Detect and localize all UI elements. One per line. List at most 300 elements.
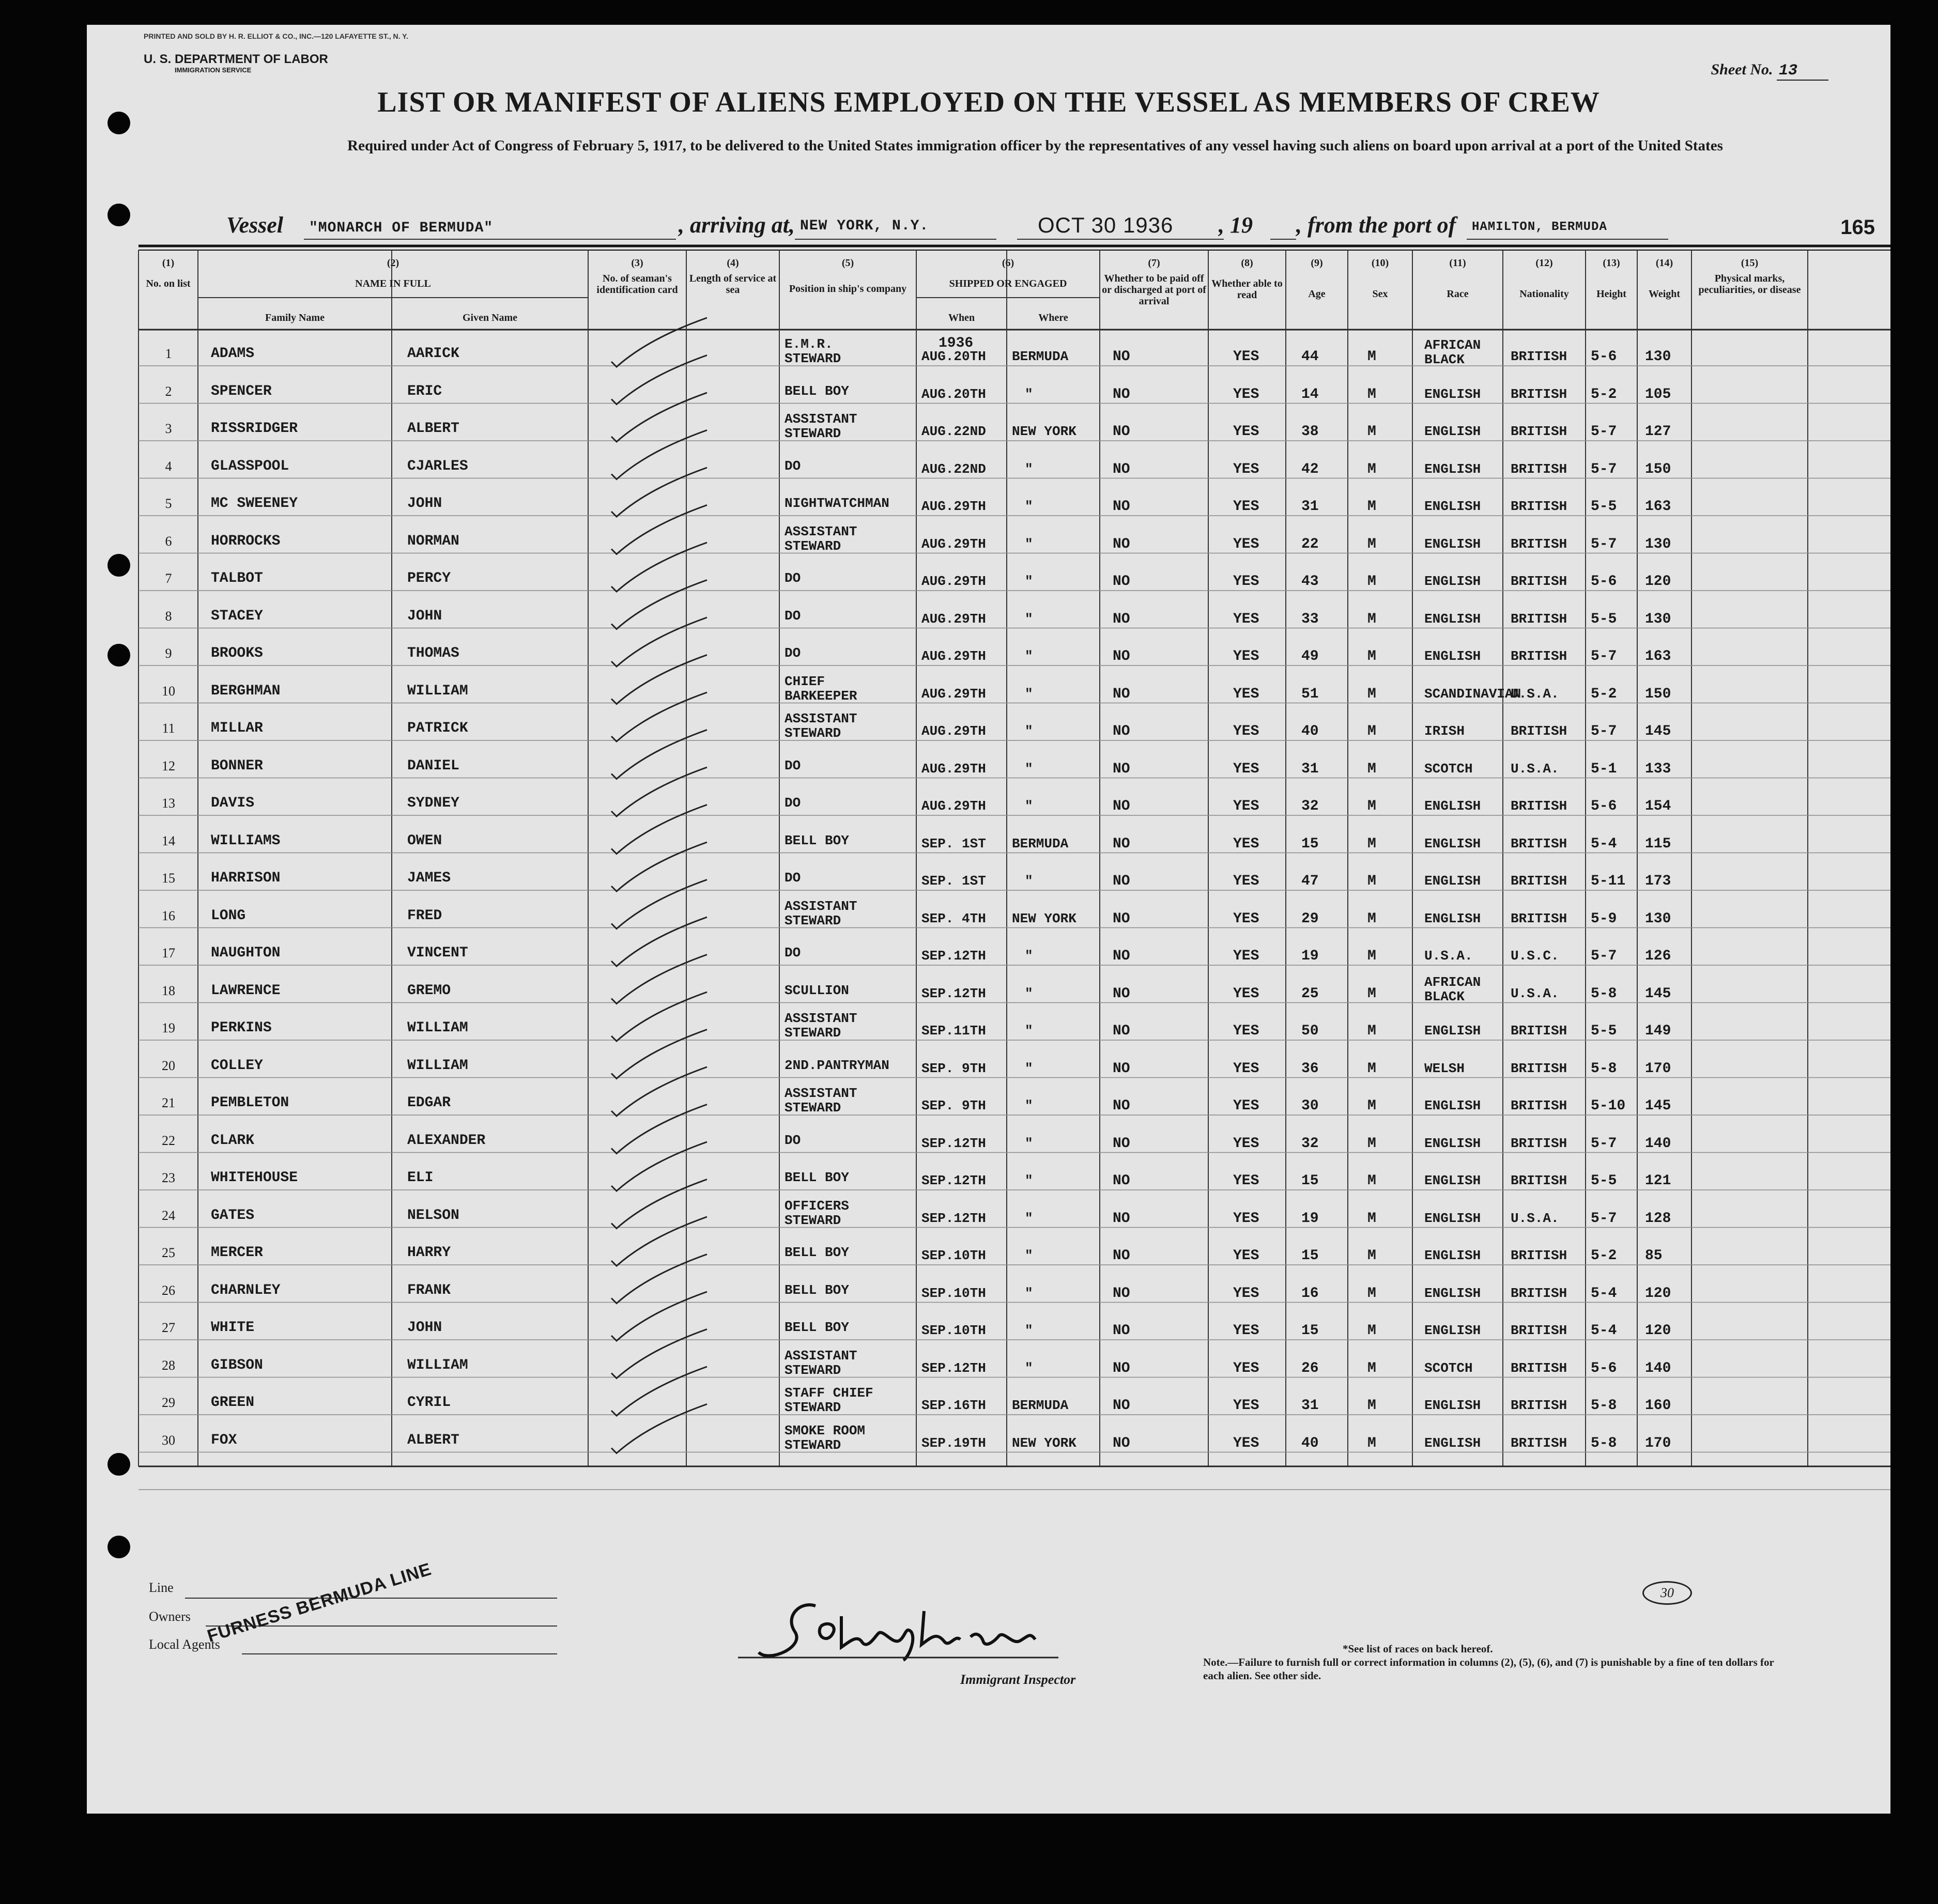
position: STEWARD — [785, 426, 841, 441]
shipped-when: SEP.12TH — [921, 1360, 986, 1376]
shipped-year: 1936 — [939, 335, 974, 351]
column-header: (4) — [727, 257, 739, 269]
position: STEWARD — [785, 1400, 841, 1415]
weight: 163 — [1645, 648, 1671, 664]
manifest-sheet — [87, 25, 1890, 1814]
column-header: Physical marks, peculiarities, or disease — [1698, 273, 1801, 296]
column-header: (1) — [162, 257, 175, 269]
height: 5-6 — [1591, 798, 1617, 814]
shipped-when: AUG.22ND — [921, 424, 986, 439]
sex: M — [1367, 499, 1376, 515]
weight: 120 — [1645, 1285, 1671, 1302]
paid-off: NO — [1113, 948, 1130, 964]
paid-off: NO — [1113, 1098, 1130, 1114]
race: ENGLISH — [1424, 386, 1481, 402]
position-line-1: ASSISTANT — [785, 523, 857, 539]
row-number: 23 — [162, 1170, 175, 1185]
given-name: ELI — [407, 1170, 434, 1186]
column-header: (12) — [1535, 257, 1553, 269]
race: ENGLISH — [1424, 574, 1481, 589]
paid-off: NO — [1113, 873, 1130, 889]
weight: 154 — [1645, 798, 1671, 814]
nationality: U.S.A. — [1511, 985, 1559, 1001]
nationality: U.S.A. — [1511, 1210, 1559, 1226]
family-name: MERCER — [211, 1245, 263, 1261]
height: 5-7 — [1591, 648, 1617, 664]
punch-hole — [107, 1536, 130, 1558]
shipped-where: " — [1025, 1023, 1033, 1039]
shipped-where: BERMUDA — [1012, 835, 1069, 852]
age: 32 — [1301, 1135, 1319, 1152]
sex: M — [1367, 1285, 1376, 1302]
race: ENGLISH — [1424, 1398, 1481, 1413]
weight: 115 — [1645, 835, 1671, 852]
sex: M — [1367, 948, 1376, 964]
age: 31 — [1301, 1398, 1319, 1414]
height: 5-7 — [1591, 723, 1617, 739]
height: 5-4 — [1591, 835, 1617, 852]
position: DO — [785, 757, 801, 773]
paid-off: NO — [1113, 1023, 1130, 1039]
age: 38 — [1301, 424, 1319, 440]
age: 40 — [1301, 1435, 1319, 1451]
sex: M — [1367, 835, 1376, 852]
position: STEWARD — [785, 1437, 841, 1453]
line-label: Line — [149, 1580, 174, 1595]
column-header: (5) — [841, 257, 854, 269]
weight: 130 — [1645, 910, 1671, 927]
nationality: BRITISH — [1511, 1435, 1567, 1451]
row-number: 11 — [162, 721, 175, 736]
family-name: CLARK — [211, 1132, 255, 1149]
nationality: BRITISH — [1511, 873, 1567, 889]
race: SCOTCH — [1424, 761, 1473, 777]
check-mark — [611, 1030, 707, 1079]
able-to-read: YES — [1233, 1435, 1259, 1451]
paid-off: NO — [1113, 1248, 1130, 1264]
sex: M — [1367, 1435, 1376, 1451]
sex: M — [1367, 461, 1376, 477]
height: 5-11 — [1591, 873, 1626, 889]
given-name: SYDNEY — [407, 795, 459, 811]
nationality: U.S.A. — [1511, 686, 1559, 702]
shipped-when: AUG.29TH — [921, 648, 986, 664]
height: 5-7 — [1591, 461, 1617, 477]
shipped-where: " — [1025, 1098, 1033, 1113]
column-header: (9) — [1311, 257, 1323, 269]
position: DO — [785, 1132, 801, 1148]
alien-count: 30 — [1642, 1581, 1692, 1605]
weight: 130 — [1645, 536, 1671, 552]
weight: 105 — [1645, 386, 1671, 403]
column-header: Position in ship's company — [789, 283, 907, 295]
shipped-where: " — [1025, 985, 1033, 1001]
row-number: 17 — [162, 946, 175, 961]
row-number: 28 — [162, 1357, 175, 1373]
race: ENGLISH — [1424, 873, 1481, 889]
shipped-where: " — [1025, 648, 1033, 664]
weight: 85 — [1645, 1248, 1663, 1264]
family-name: BERGHMAN — [211, 683, 281, 699]
page-number: 165 — [1840, 216, 1875, 239]
check-mark — [611, 955, 707, 1004]
paid-off: NO — [1113, 648, 1130, 664]
row-number: 10 — [162, 683, 175, 699]
family-name: COLLEY — [211, 1057, 263, 1074]
able-to-read: YES — [1233, 574, 1259, 590]
height: 5-4 — [1591, 1285, 1617, 1302]
able-to-read: YES — [1233, 424, 1259, 440]
column-header: Height — [1596, 288, 1626, 300]
family-name: CHARNLEY — [211, 1282, 281, 1298]
column-header: SHIPPED OR ENGAGED — [949, 278, 1067, 289]
race: ENGLISH — [1424, 1323, 1481, 1338]
vessel-line — [87, 212, 1890, 243]
owners-label: Owners — [149, 1609, 191, 1624]
race: ENGLISH — [1424, 1135, 1481, 1151]
nationality: BRITISH — [1511, 611, 1567, 627]
column-header: (13) — [1603, 257, 1620, 269]
check-mark — [611, 880, 707, 929]
able-to-read: YES — [1233, 761, 1259, 777]
weight: 170 — [1645, 1060, 1671, 1077]
shipped-when: AUG.22ND — [921, 461, 986, 477]
family-name: HARRISON — [211, 870, 281, 886]
check-mark — [611, 1217, 707, 1266]
age: 16 — [1301, 1285, 1319, 1302]
row-number: 16 — [162, 908, 175, 923]
family-name: NAUGHTON — [211, 945, 281, 961]
sex: M — [1367, 723, 1376, 739]
given-name: JOHN — [407, 496, 442, 512]
given-name: EDGAR — [407, 1095, 451, 1111]
family-name: SPENCER — [211, 383, 272, 399]
shipped-when: SEP.12TH — [921, 985, 986, 1001]
position: STEWARD — [785, 912, 841, 928]
paid-off: NO — [1113, 611, 1130, 627]
column-header: Whether able to read — [1211, 278, 1283, 301]
column-header: (15) — [1741, 257, 1759, 269]
height: 5-7 — [1591, 424, 1617, 440]
weight: 120 — [1645, 1323, 1671, 1339]
shipped-when: SEP.12TH — [921, 1135, 986, 1151]
column-header: No. on list — [146, 278, 191, 289]
age: 31 — [1301, 499, 1319, 515]
age: 51 — [1301, 686, 1319, 702]
shipped-when: SEP.12TH — [921, 948, 986, 964]
age: 29 — [1301, 910, 1319, 927]
age: 14 — [1301, 386, 1319, 403]
row-number: 12 — [162, 758, 175, 773]
printer-imprint: PRINTED AND SOLD BY H. R. ELLIOT & CO., INC.—120 LAFAYETTE ST., N. Y. — [144, 32, 408, 40]
shipped-when: SEP. 4TH — [921, 910, 986, 926]
shipping-line-stamp: FURNESS BERMUDA LINE — [205, 1559, 434, 1647]
column-header: (10) — [1371, 257, 1389, 269]
check-mark — [611, 655, 707, 704]
weight: 126 — [1645, 948, 1671, 964]
nationality: BRITISH — [1511, 798, 1567, 814]
given-name: WILLIAM — [407, 683, 468, 699]
row-number: 20 — [162, 1058, 175, 1073]
race: WELSH — [1424, 1060, 1465, 1076]
position-line-1: ASSISTANT — [785, 1011, 857, 1026]
sex: M — [1367, 648, 1376, 664]
check-mark — [611, 730, 707, 779]
weight: 128 — [1645, 1210, 1671, 1227]
shipped-when: SEP.10TH — [921, 1323, 986, 1338]
inspector-label: Immigrant Inspector — [960, 1672, 1076, 1687]
arriving-port: NEW YORK, N.Y. — [800, 218, 929, 234]
punch-hole — [107, 554, 130, 577]
position: BARKEEPER — [785, 688, 857, 704]
sex: M — [1367, 686, 1376, 702]
check-mark — [611, 992, 707, 1041]
able-to-read: YES — [1233, 386, 1259, 403]
paid-off: NO — [1113, 386, 1130, 403]
shipped-where: " — [1025, 574, 1033, 589]
weight: 145 — [1645, 723, 1671, 739]
shipped-when: SEP.19TH — [921, 1435, 986, 1451]
given-name: THOMAS — [407, 645, 459, 661]
weight: 170 — [1645, 1435, 1671, 1451]
nationality: BRITISH — [1511, 910, 1567, 926]
position-line-1: ASSISTANT — [785, 411, 857, 427]
shipped-when: AUG.29TH — [921, 536, 986, 552]
family-name: LAWRENCE — [211, 982, 281, 999]
position: STEWARD — [785, 1362, 841, 1378]
shipped-when: SEP.10TH — [921, 1248, 986, 1263]
position: BELL BOY — [785, 1282, 849, 1298]
shipped-when: SEP. 1ST — [921, 873, 986, 889]
age: 50 — [1301, 1023, 1319, 1039]
column-header: NAME IN FULL — [355, 278, 431, 289]
manifest-title: LIST OR MANIFEST OF ALIENS EMPLOYED ON THE VESSEL AS MEMBERS OF CREW — [377, 86, 1600, 118]
vessel-name: "MONARCH OF BERMUDA" — [309, 220, 494, 236]
race: ENGLISH — [1424, 611, 1481, 627]
from-port-label: , from the port of — [1296, 212, 1456, 238]
given-name: JOHN — [407, 608, 442, 624]
sex: M — [1367, 1210, 1376, 1227]
family-name: RISSRIDGER — [211, 421, 298, 437]
position: STEWARD — [785, 1025, 841, 1041]
row-number: 1 — [165, 346, 172, 361]
given-name: NELSON — [407, 1207, 459, 1224]
race: ENGLISH — [1424, 910, 1481, 926]
height: 5-6 — [1591, 1360, 1617, 1376]
nationality: BRITISH — [1511, 461, 1567, 477]
column-header: Age — [1308, 288, 1326, 300]
shipped-where: " — [1025, 1285, 1033, 1301]
paid-off: NO — [1113, 723, 1130, 739]
position: BELL BOY — [785, 383, 849, 399]
paid-off: NO — [1113, 798, 1130, 814]
check-mark — [611, 430, 707, 479]
race: ENGLISH — [1424, 461, 1481, 477]
weight: 140 — [1645, 1135, 1671, 1152]
position-line-1: E.M.R. — [785, 336, 833, 352]
given-name: CYRIL — [407, 1395, 451, 1411]
age: 44 — [1301, 349, 1319, 365]
able-to-read: YES — [1233, 1098, 1259, 1114]
paid-off: NO — [1113, 1398, 1130, 1414]
nationality: U.S.A. — [1511, 761, 1559, 777]
arriving-label: , arriving at, — [679, 212, 795, 238]
column-header: No. of seaman's identification card — [596, 273, 678, 296]
position-line-1: ASSISTANT — [785, 1086, 857, 1101]
nationality: BRITISH — [1511, 499, 1567, 514]
given-name: PATRICK — [407, 720, 468, 736]
race: ENGLISH — [1424, 499, 1481, 514]
race: ENGLISH — [1424, 798, 1481, 814]
column-header: (11) — [1449, 257, 1466, 269]
position: 2ND.PANTRYMAN — [785, 1057, 889, 1073]
sheet-number — [1711, 61, 1828, 80]
height: 5-2 — [1591, 686, 1617, 702]
given-name: HARRY — [407, 1245, 451, 1261]
check-mark — [611, 468, 707, 517]
nationality: BRITISH — [1511, 723, 1567, 739]
from-port: HAMILTON, BERMUDA — [1472, 220, 1607, 234]
age: 40 — [1301, 723, 1319, 739]
shipped-where: " — [1025, 686, 1033, 702]
shipped-when: SEP.10TH — [921, 1285, 986, 1301]
race: ENGLISH — [1424, 1098, 1481, 1113]
sex: M — [1367, 349, 1376, 365]
shipped-where: NEW YORK — [1012, 910, 1076, 926]
nationality: BRITISH — [1511, 1398, 1567, 1413]
nationality: BRITISH — [1511, 1173, 1567, 1188]
nationality: BRITISH — [1511, 536, 1567, 552]
nationality: BRITISH — [1511, 1323, 1567, 1338]
height: 5-5 — [1591, 499, 1617, 515]
punch-hole — [107, 1453, 130, 1476]
able-to-read: YES — [1233, 1023, 1259, 1039]
row-number: 24 — [162, 1208, 175, 1223]
shipped-when: SEP. 1ST — [921, 835, 986, 852]
family-name: GIBSON — [211, 1357, 263, 1373]
shipped-when: AUG.29TH — [921, 686, 986, 702]
height: 5-10 — [1591, 1098, 1626, 1114]
row-number: 26 — [162, 1282, 175, 1298]
nationality: BRITISH — [1511, 1360, 1567, 1376]
sex: M — [1367, 386, 1376, 403]
check-mark — [611, 842, 707, 891]
sex: M — [1367, 1360, 1376, 1376]
shipped-where: " — [1025, 1248, 1033, 1263]
punch-hole — [107, 644, 130, 667]
paid-off: NO — [1113, 1323, 1130, 1339]
age: 49 — [1301, 648, 1319, 664]
position-line-1: STAFF CHIEF — [785, 1385, 873, 1401]
able-to-read: YES — [1233, 985, 1259, 1002]
family-name: WILLIAMS — [211, 832, 281, 849]
weight: 145 — [1645, 1098, 1671, 1114]
shipped-where: " — [1025, 1060, 1033, 1076]
row-number: 6 — [165, 533, 172, 549]
shipped-where: NEW YORK — [1012, 424, 1076, 439]
height: 5-8 — [1591, 1398, 1617, 1414]
arrival-date-stamp: OCT 30 1936 — [1038, 213, 1174, 237]
able-to-read: YES — [1233, 910, 1259, 927]
able-to-read: YES — [1233, 536, 1259, 552]
age: 15 — [1301, 835, 1319, 852]
shipped-where: " — [1025, 461, 1033, 477]
shipped-when: AUG.29TH — [921, 574, 986, 589]
shipped-when: AUG.29TH — [921, 761, 986, 777]
able-to-read: YES — [1233, 499, 1259, 515]
column-header: (14) — [1655, 257, 1673, 269]
family-name: FOX — [211, 1432, 237, 1448]
sex: M — [1367, 1023, 1376, 1039]
height: 5-4 — [1591, 1323, 1617, 1339]
position: NIGHTWATCHMAN — [785, 496, 889, 511]
column-header: (3) — [631, 257, 643, 269]
height: 5-7 — [1591, 536, 1617, 552]
check-mark — [611, 692, 707, 741]
position: STEWARD — [785, 1100, 841, 1116]
able-to-read: YES — [1233, 835, 1259, 852]
height: 5-2 — [1591, 1248, 1617, 1264]
able-to-read: YES — [1233, 648, 1259, 664]
nationality: U.S.C. — [1511, 948, 1559, 964]
able-to-read: YES — [1233, 1210, 1259, 1227]
height: 5-7 — [1591, 1210, 1617, 1227]
height: 5-1 — [1591, 761, 1617, 777]
check-mark — [611, 1404, 707, 1453]
shipped-when: SEP.12TH — [921, 1173, 986, 1188]
age: 47 — [1301, 873, 1319, 889]
nationality: BRITISH — [1511, 574, 1567, 589]
shipped-where: " — [1025, 798, 1033, 814]
check-mark — [611, 917, 707, 966]
shipped-where: " — [1025, 1360, 1033, 1376]
age: 15 — [1301, 1248, 1319, 1264]
row-number: 21 — [162, 1095, 175, 1110]
column-header: Where — [1038, 312, 1068, 323]
nationality: BRITISH — [1511, 1023, 1567, 1039]
weight: 133 — [1645, 761, 1671, 777]
able-to-read: YES — [1233, 1135, 1259, 1152]
paid-off: NO — [1113, 761, 1130, 777]
able-to-read: YES — [1233, 1323, 1259, 1339]
position: STEWARD — [785, 538, 841, 554]
weight: 173 — [1645, 873, 1671, 889]
age: 25 — [1301, 985, 1319, 1002]
punch-hole — [107, 204, 130, 226]
given-name: WILLIAM — [407, 1357, 468, 1373]
check-mark — [611, 767, 707, 816]
shipped-where: " — [1025, 873, 1033, 889]
weight: 140 — [1645, 1360, 1671, 1376]
height: 5-6 — [1591, 574, 1617, 590]
age: 33 — [1301, 611, 1319, 627]
able-to-read: YES — [1233, 1285, 1259, 1302]
sex: M — [1367, 873, 1376, 889]
given-name: JAMES — [407, 870, 451, 886]
shipped-where: NEW YORK — [1012, 1435, 1076, 1451]
manifest-subtitle: Required under Act of Congress of February 5, 1917, to be delivered to the United States immigration officer by the representatives of any vessel having such aliens on board upon arrival at a port of the United States — [347, 137, 1723, 154]
sex: M — [1367, 761, 1376, 777]
age: 19 — [1301, 948, 1319, 964]
position: STEWARD — [785, 1212, 841, 1228]
race: ENGLISH — [1424, 536, 1481, 552]
race: SCANDINAVIAN — [1424, 686, 1521, 702]
check-mark — [611, 318, 707, 367]
position-line-1: ASSISTANT — [785, 711, 857, 726]
paid-off: NO — [1113, 835, 1130, 852]
age: 15 — [1301, 1173, 1319, 1189]
nationality: BRITISH — [1511, 386, 1567, 402]
